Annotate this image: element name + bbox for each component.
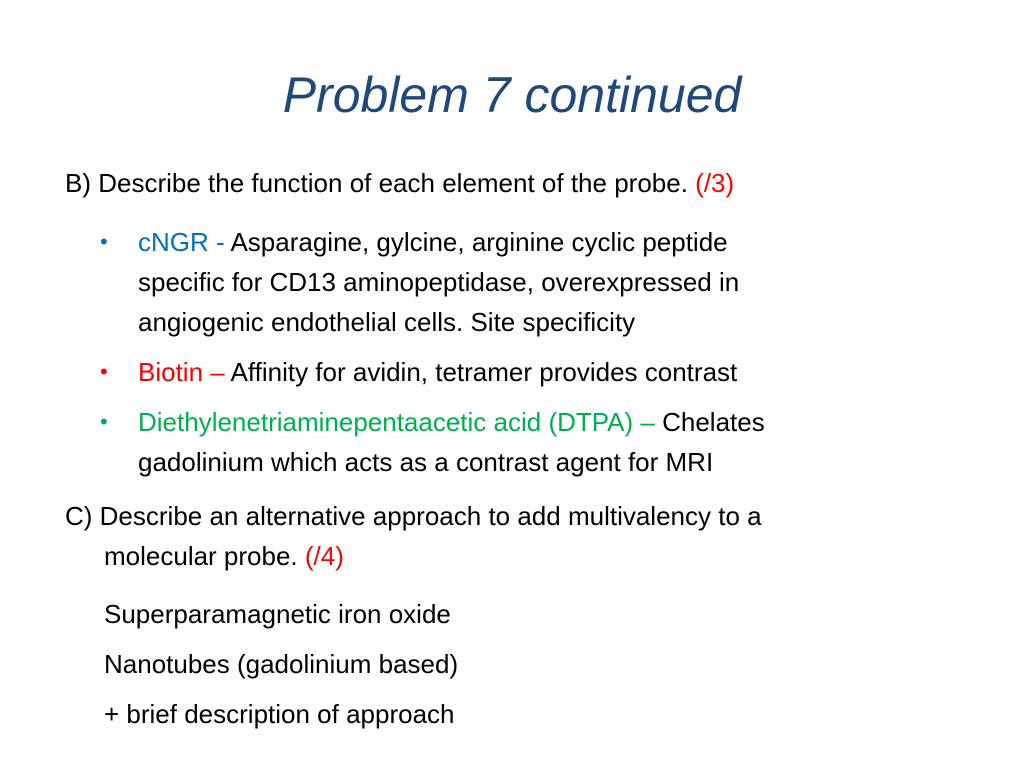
answers-list xyxy=(104,594,458,744)
question-b-marks: (/3) xyxy=(695,168,735,198)
bullet-text-line: specific for CD13 aminopeptidase, overexpressed in xyxy=(138,267,740,297)
bullet-term-biotin: Biotin – xyxy=(138,357,231,387)
bullet-text-line: angiogenic endothelial cells. Site specificity xyxy=(138,307,636,337)
bullet-biotin xyxy=(100,352,900,392)
bullet-dot-icon: • xyxy=(100,409,108,434)
bullet-cngr xyxy=(100,222,900,342)
bullet-dot-icon: • xyxy=(100,229,108,254)
bullet-term-dtpa: Diethylenetriaminepentaacetic acid (DTPA) – xyxy=(138,407,663,437)
bullet-text-line: gadolinium which acts as a contrast agent for MRI xyxy=(138,447,714,477)
bullet-text-line: Asparagine, gylcine, arginine cyclic peptide xyxy=(230,227,728,257)
question-c-line1: C) Describe an alternative approach to add multivalency to a xyxy=(65,501,762,531)
answer-item: + brief description of approach xyxy=(104,699,455,729)
question-b-text: B) Describe the function of each element of the probe. xyxy=(65,168,696,198)
question-b xyxy=(65,163,734,203)
question-c-line2 xyxy=(65,536,762,576)
bullet-dot-icon: • xyxy=(100,359,108,384)
bullet-text-line: Affinity for avidin, tetramer provides contrast xyxy=(230,357,738,387)
answer-item: Superparamagnetic iron oxide xyxy=(104,599,451,629)
answer-item: Nanotubes (gadolinium based) xyxy=(104,649,459,679)
bullet-term-cngr: cNGR - xyxy=(138,227,231,257)
question-c xyxy=(65,496,762,576)
question-c-marks: (/4) xyxy=(304,541,344,571)
bullet-dtpa xyxy=(100,402,900,482)
bullet-text-line: Chelates xyxy=(662,407,765,437)
slide-title: Problem 7 continued xyxy=(282,67,742,123)
question-c-text: molecular probe. xyxy=(104,541,305,571)
probe-elements-list xyxy=(100,222,900,492)
